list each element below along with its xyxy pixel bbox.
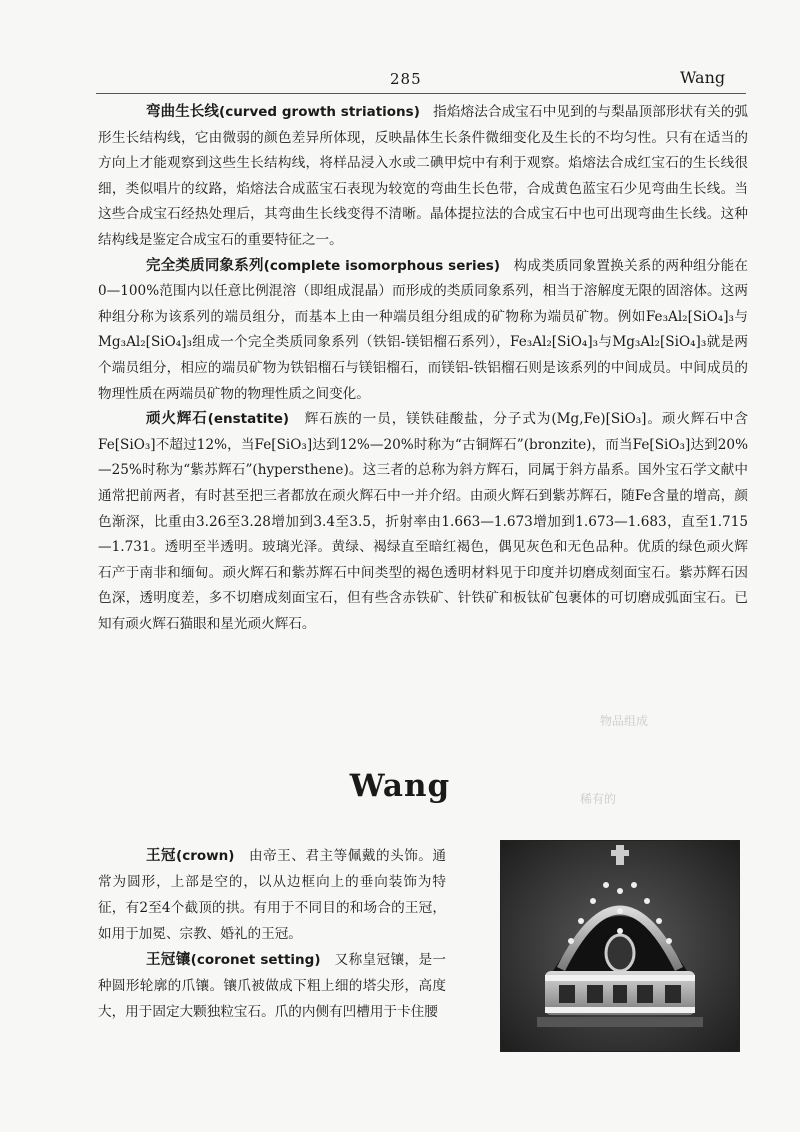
bleed-through-text: 稀有的 [580,792,617,806]
entry-text: 辉石族的一员，镁铁硅酸盐，分子式为(Mg,Fe)[SiO₃]。顽火辉石中含Fe[SiO₃]不超过12%，当Fe[SiO₃]达到12%—20%时称为“古铜辉石”(bronzite)，而当Fe[SiO₃]达到20%—25%时称为“紫苏辉石”(hypersthene)。这三者的总称为斜方辉石，同属于斜方晶系。国外宝石学文献中通常把前两者，有时甚至把三者都放在顽火辉石中一并介绍。由顽火辉石到紫苏辉石，随Fe含量的增高，颜色渐深，比重由3.26至3.28增加到3.4至3.5，折射率由1.663—1.673增加到1.673—1.683，直至1.715—1.731。透明至半透明。玻璃光泽。黄绿、褐绿直至暗红褐色，偶见灰色和无色品种。优质的绿色顽火辉石产于南非和缅甸。顽火辉石和紫苏辉石中间类型的褐色透明材料见于印度并切磨成刻面宝石。紫苏辉石因色深，透明度差，多不切磨成刻面宝石，但有些含赤铁矿、针铁矿和板钛矿包裹体的可切磨成弧面宝石。已知有顽火辉石猫眼和星光顽火辉石。 [98,411,749,632]
entries-column [98,100,748,637]
entry-complete-isomorphous-series: 完全类质同象系列(complete isomorphous series) 构成类质同象置换关系的两种组分能在0—100%范围内以任意比例混溶（即组成混晶）而形成的类质同象系列，相当于溶解度无限的固溶体。这两种组分称为该系列的端员组分，而基本上由一种端员组分组成的矿物称为端员矿物。例如Fe₃Al₂[SiO₄]₃与Mg₃Al₂[SiO₄]₃组成一个完全类质同象系列（铁铝-镁铝榴石系列），Fe₃Al₂[SiO₄]₃与Mg₃Al₂[SiO₄]₃就是两个端员组分，相应的端员矿物为铁铝榴石与镁铝榴石，而镁铝-铁铝榴石则是该系列的中间成员。中间成员的物理性质在两端员矿物的物理性质之间变化。 [98,257,749,402]
section-heading: Wang [349,768,451,804]
entry-text: 又称皇冠镶，是一种圆形轮廓的爪镶。镶爪被做成下粗上细的塔尖形，高度大，用于固定大颗独粒宝石。爪的内侧有凹槽用于卡住腰 [98,952,447,1020]
entry-text: 构成类质同象置换关系的两种组分能在0—100%范围内以任意比例混溶（即组成混晶）而形成的类质同象系列，相当于溶解度无限的固溶体。这两种组分称为该系列的端员组分，而基本上由一种端员组分组成的矿物称为端员矿物。例如Fe₃Al₂[SiO₄]₃与Mg₃Al₂[SiO₄]₃组成一个完全类质同象系列（铁铝-镁铝榴石系列），Fe₃Al₂[SiO₄]₃与Mg₃Al₂[SiO₄]₃就是两个端员组分，相应的端员矿物为铁铝榴石与镁铝榴石，而镁铝-铁铝榴石则是该系列的中间成员。中间成员的物理性质在两端员矿物的物理性质之间变化。 [98,257,749,402]
entry-english: coronet setting [196,952,315,968]
page-number: 285 [390,70,422,88]
bleed-through-text: 物品组成 [600,714,649,728]
entry-text: 指焰熔法合成宝石中见到的与梨晶顶部形状有关的弧形生长结构线，它由微弱的颜色差异所体现，反映晶体生长条件微细变化及生长的不均匀性。只有在适当的方向上才能观察到这些生长结构线，将样品浸入水或二碘甲烷中有利于观察。焰熔法合成红宝石的生长线很细，类似唱片的纹路，焰熔法合成蓝宝石表现为较宽的弯曲生长色带，合成黄色蓝宝石少见弯曲生长线。当这些合成宝石经热处理后，其弯曲生长线变得不清晰。晶体提拉法的合成宝石中也可出现弯曲生长线。这种结构线是鉴定合成宝石的重要特征之一。 [98,104,749,248]
entry-english: curved growth striations [225,104,414,120]
entry-term: 王冠 [146,848,177,864]
entry-term: 顽火辉石 [146,411,208,428]
header-rule [96,93,746,94]
entry-english: enstatite [213,411,283,428]
running-head: Wang [680,68,726,87]
entry-coronet-setting: 王冠镶(coronet setting) 又称皇冠镶，是一种圆形轮廓的爪镶。镶爪被做成下粗上细的塔尖形，高度大，用于固定大颗独粒宝石。爪的内侧有凹槽用于卡住腰 [98,952,447,1020]
entry-term: 弯曲生长线 [146,104,220,120]
entry-crown: 王冠(crown) 由帝王、君主等佩戴的头饰。通常为圆形，上部是空的，以从边框向上的垂向装饰为特征，有2至4个截顶的拱。有用于不同目的和场合的王冠，如用于加冕、宗教、婚礼的王冠。 [98,848,447,942]
entry-enstatite: 顽火辉石(enstatite) 辉石族的一员，镁铁硅酸盐，分子式为(Mg,Fe)[SiO₃]。顽火辉石中含Fe[SiO₃]不超过12%，当Fe[SiO₃]达到12%—20%时称为“古铜辉石”(bronzite)，而当Fe[SiO₃]达到20%—25%时称为“紫苏辉石”(hypersthene)。这三者的总称为斜方辉石，同属于斜方晶系。国外宝石学文献中通常把前两者，有时甚至把三者都放在顽火辉石中一并介绍。由顽火辉石到紫苏辉石，随Fe含量的增高，颜色渐深，比重由3.26至3.28增加到3.4至3.5，折射率由1.663—1.673增加到1.673—1.683，直至1.715—1.731。透明至半透明。玻璃光泽。黄绿、褐绿直至暗红褐色，偶见灰色和无色品种。优质的绿色顽火辉石产于南非和缅甸。顽火辉石和紫苏辉石中间类型的褐色透明材料见于印度并切磨成刻面宝石。紫苏辉石因色深，透明度差，多不切磨成刻面宝石，但有些含赤铁矿、针铁矿和板钛矿包裹体的可切磨成弧面宝石。已知有顽火辉石猫眼和星光顽火辉石。 [98,411,749,632]
entry-english: crown [182,848,229,864]
entry-curved-growth-striations: 弯曲生长线(curved growth striations) 指焰熔法合成宝石中见到的与梨晶顶部形状有关的弧形生长结构线，它由微弱的颜色差异所体现，反映晶体生长条件微细变化及生长的不均匀性。只有在适当的方向上才能观察到这些生长结构线，将样品浸入水或二碘甲烷中有利于观察。焰熔法合成红宝石的生长线很细，类似唱片的纹路，焰熔法合成蓝宝石表现为较宽的弯曲生长色带，合成黄色蓝宝石少见弯曲生长线。当这些合成宝石经热处理后，其弯曲生长线变得不清晰。晶体提拉法的合成宝石中也可出现弯曲生长线。这种结构线是鉴定合成宝石的重要特征之一。 [98,104,749,248]
entries-column-2 [98,843,446,1025]
entry-term: 王冠镶 [146,952,191,968]
entry-term: 完全类质同象系列 [146,257,264,274]
entry-text: 由帝王、君主等佩戴的头饰。通常为圆形，上部是空的，以从边框向上的垂向装饰为特征，有2至4个截顶的拱。有用于不同目的和场合的王冠，如用于加冕、宗教、婚礼的王冠。 [98,848,447,942]
crown-illustration [501,841,739,1051]
crown-photo [500,840,740,1052]
entry-english: complete isomorphous series [269,257,494,274]
